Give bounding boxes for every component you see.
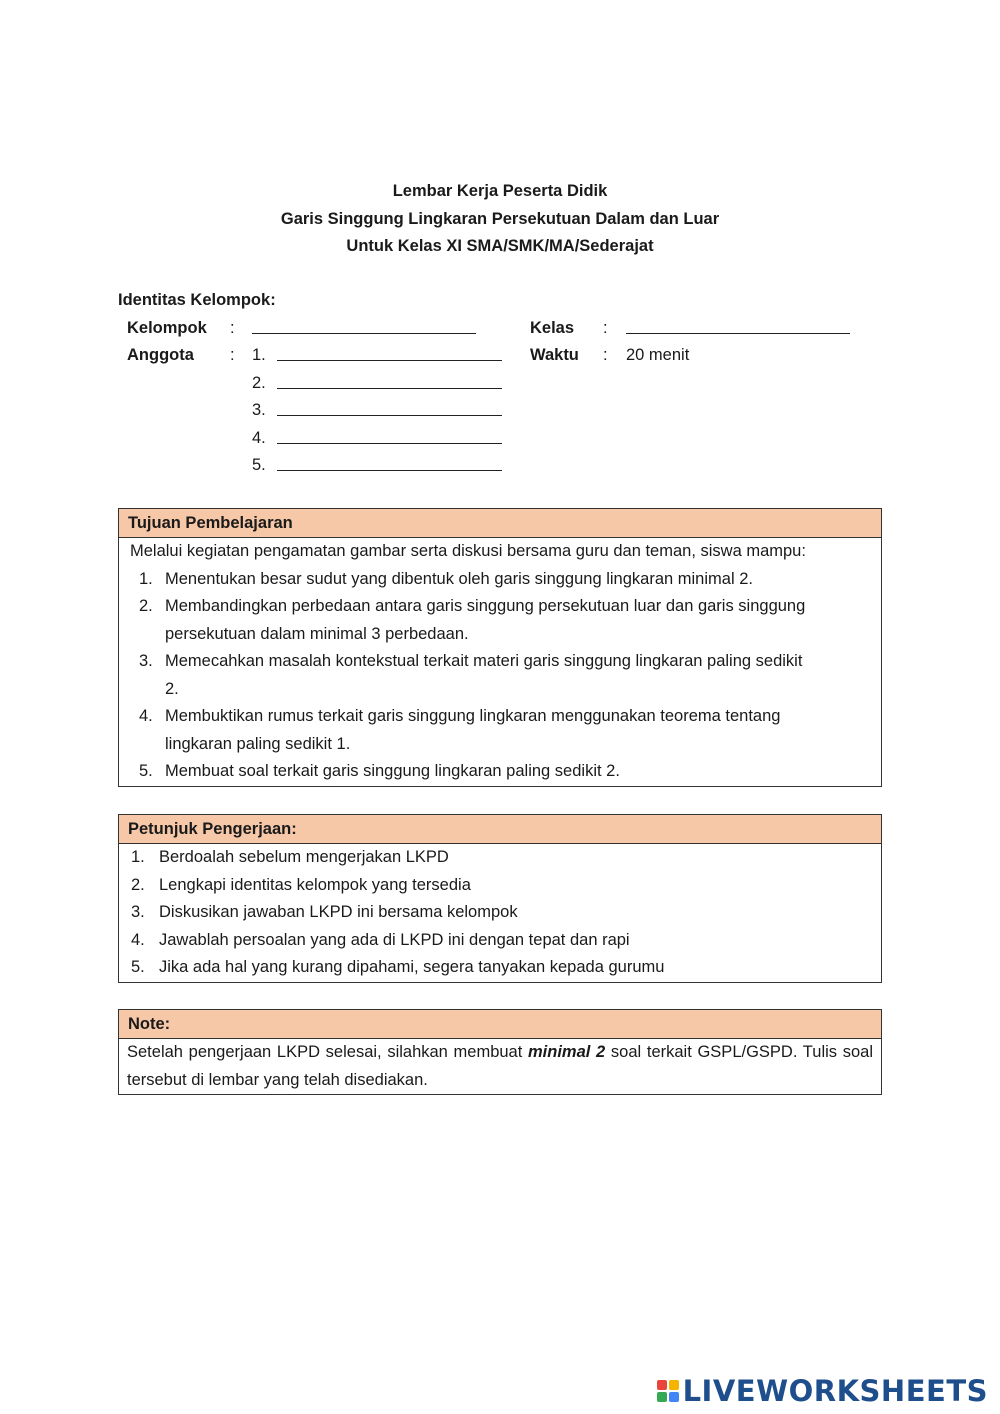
- item-number: 1.: [131, 848, 145, 866]
- waktu-value: 20 menit: [626, 346, 690, 364]
- anggota-label: Anggota: [127, 346, 194, 364]
- kelompok-label: Kelompok: [127, 319, 207, 337]
- list-item: [139, 566, 871, 594]
- petunjuk-heading: Petunjuk Pengerjaan:: [119, 815, 881, 844]
- item-number: 3.: [131, 903, 145, 921]
- note-text-before: Setelah pengerjaan LKPD selesai, silahkan membuat: [127, 1043, 528, 1061]
- item-text: Membuktikan rumus terkait garis singgung lingkaran menggunakan teorema tentang: [165, 707, 781, 725]
- waktu-label: Waktu: [530, 346, 579, 364]
- item-number: 1.: [139, 569, 153, 588]
- list-item: [139, 758, 871, 786]
- logo-square: [669, 1380, 679, 1390]
- kelompok-input[interactable]: [252, 316, 476, 334]
- colon: :: [603, 346, 608, 364]
- member-1-input[interactable]: [277, 343, 502, 361]
- logo-square: [669, 1392, 679, 1402]
- title-line-3: Untuk Kelas XI SMA/SMK/MA/Sederajat: [346, 237, 654, 255]
- item-text: lingkaran paling sedikit 1.: [165, 734, 351, 753]
- petunjuk-box: [118, 814, 882, 983]
- member-number: 5.: [252, 456, 266, 474]
- liveworksheets-wordmark: LIVEWORKSHEETS: [682, 1374, 988, 1408]
- petunjuk-body: [119, 844, 881, 982]
- tujuan-intro: Melalui kegiatan pengamatan gambar serta diskusi bersama guru dan teman, siswa mampu:: [130, 542, 806, 560]
- list-item: [131, 899, 871, 927]
- tujuan-box: [118, 508, 882, 787]
- title-line-2: Garis Singgung Lingkaran Persekutuan Dalam dan Luar: [280, 209, 720, 228]
- liveworksheets-icon: [657, 1380, 679, 1402]
- item-text: Menentukan besar sudut yang dibentuk oleh garis singgung lingkaran minimal 2.: [165, 569, 753, 588]
- list-item: [131, 927, 871, 955]
- tujuan-body: [119, 538, 881, 786]
- note-body: [119, 1039, 881, 1094]
- note-box: [118, 1009, 882, 1095]
- kelas-input[interactable]: [626, 316, 850, 334]
- note-text-after: soal terkait GSPL/GSPD. Tulis soal tersebut di lembar yang telah disediakan.: [127, 1043, 873, 1089]
- petunjuk-list: [129, 844, 871, 982]
- item-text: Lengkapi identitas kelompok yang tersedia: [159, 875, 471, 894]
- title-line-1: Lembar Kerja Peserta Didik: [392, 182, 608, 200]
- list-item: [139, 593, 871, 648]
- member-number: 1.: [252, 346, 266, 364]
- list-item: [139, 648, 871, 703]
- list-item: [131, 954, 871, 982]
- item-text: 2.: [165, 679, 179, 698]
- identity-heading: Identitas Kelompok:: [118, 291, 276, 309]
- item-text: Diskusikan jawaban LKPD ini bersama kelompok: [159, 903, 518, 921]
- colon: :: [230, 346, 235, 364]
- item-text: Jika ada hal yang kurang dipahami, segera tanyakan kepada gurumu: [159, 958, 665, 976]
- colon: :: [603, 319, 608, 337]
- list-item: [139, 703, 871, 758]
- item-text: Jawablah persoalan yang ada di LKPD ini dengan tepat dan rapi: [159, 930, 630, 949]
- member-number: 4.: [252, 429, 266, 447]
- member-3-input[interactable]: [277, 398, 502, 416]
- item-text: Memecahkan masalah kontekstual terkait materi garis singgung lingkaran paling sedikit: [165, 652, 803, 670]
- tujuan-list: [129, 566, 871, 786]
- member-2-input[interactable]: [277, 371, 502, 389]
- item-number: 5.: [139, 762, 153, 780]
- member-number: 3.: [252, 401, 266, 419]
- list-item: [131, 844, 871, 872]
- note-heading: Note:: [119, 1010, 881, 1039]
- item-text: Berdoalah sebelum mengerjakan LKPD: [159, 848, 449, 866]
- logo-square: [657, 1392, 667, 1402]
- tujuan-heading: Tujuan Pembelajaran: [119, 509, 881, 538]
- document-title: [0, 178, 1000, 261]
- item-number: 5.: [131, 958, 145, 976]
- liveworksheets-logo: [657, 1376, 988, 1406]
- colon: :: [230, 319, 235, 337]
- item-number: 2.: [139, 597, 153, 615]
- list-item: [131, 872, 871, 900]
- item-number: 2.: [131, 875, 145, 894]
- item-number: 4.: [131, 930, 145, 949]
- member-number: 2.: [252, 374, 266, 392]
- item-text: Membuat soal terkait garis singgung lingkaran paling sedikit 2.: [165, 762, 620, 780]
- item-number: 3.: [139, 652, 153, 670]
- item-number: 4.: [139, 707, 153, 725]
- item-text: persekutuan dalam minimal 3 perbedaan.: [165, 624, 469, 643]
- note-emphasis: minimal 2: [528, 1043, 606, 1061]
- member-5-input[interactable]: [277, 453, 502, 471]
- logo-square: [657, 1380, 667, 1390]
- item-text: Membandingkan perbedaan antara garis singgung persekutuan luar dan garis singgung: [165, 597, 806, 615]
- kelas-label: Kelas: [530, 319, 575, 337]
- member-4-input[interactable]: [277, 426, 502, 444]
